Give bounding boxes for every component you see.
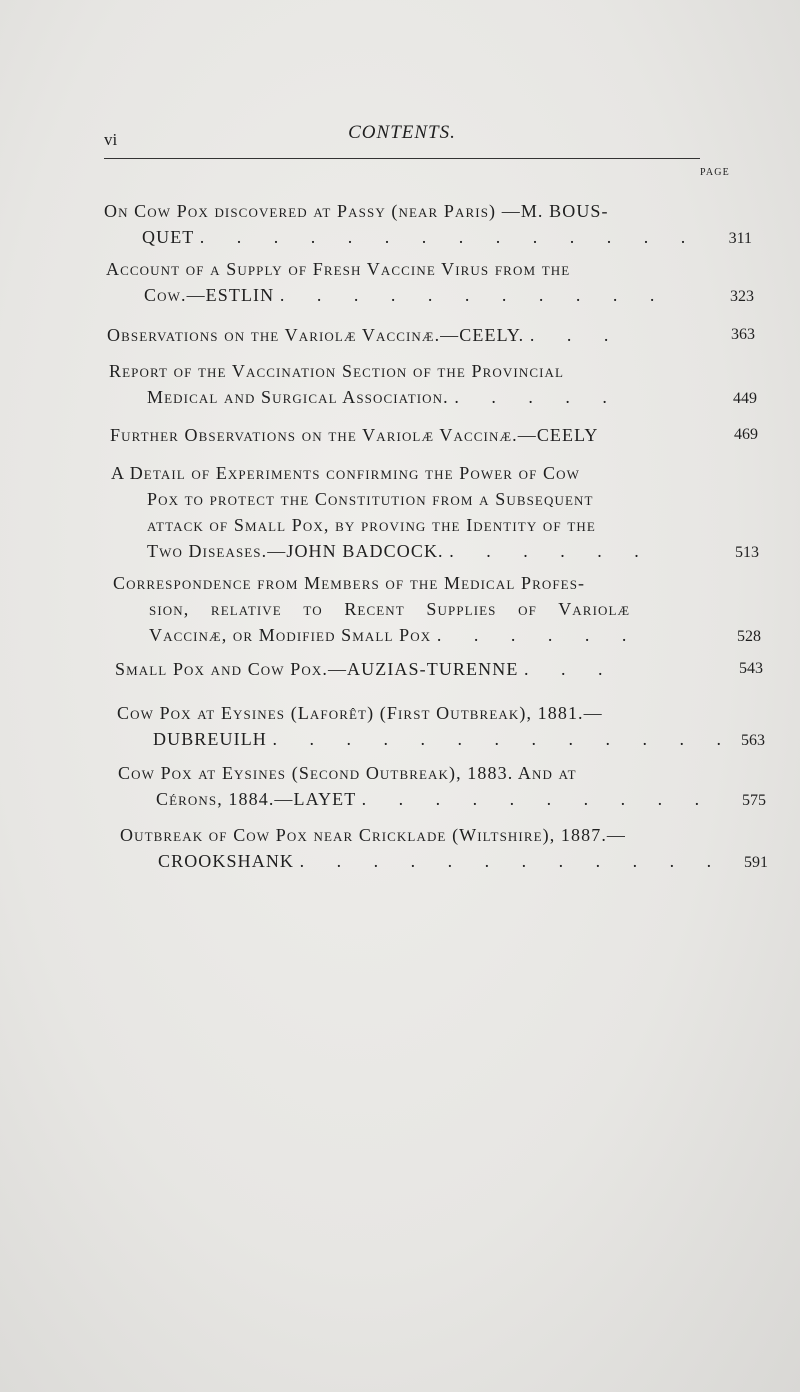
- entry-line: A Detail of Experiments confirming the Power of Cow: [111, 463, 581, 483]
- page-number: 323: [730, 288, 754, 305]
- toc-entry: On Cow Pox discovered at Passy (near Paris) —M. BOUS- QUET . . . . . . . . . . . . . . 311: [104, 198, 744, 250]
- entry-line: Vaccinæ, or Modified Small Pox: [149, 625, 432, 645]
- entry-line: Small Pox and Cow Pox.—AUZIAS-TURENNE: [115, 659, 519, 679]
- toc-entry: Outbreak of Cow Pox near Cricklade (Wiltshire), 1887.— CROOKSHANK . . . . . . . . . . . . 591: [120, 822, 760, 874]
- entry-line: Pox to protect the Constitution from a Subsequent: [147, 489, 594, 509]
- toc-entry: Cow Pox at Eysines (Laforêt) (First Outbreak), 1881.— DUBREUILH . . . . . . . . . . . . . 563: [117, 700, 757, 752]
- toc-entry: Observations on the Variolæ Vaccinæ.—CEELY. . . . 363: [107, 322, 747, 348]
- page-number: 563: [741, 732, 765, 749]
- entry-line: Correspondence from Members of the Medical Profes-: [113, 573, 586, 593]
- entry-line: QUET: [142, 227, 195, 247]
- page-number: 591: [744, 854, 768, 871]
- toc-entry: Account of a Supply of Fresh Vaccine Virus from the Cow.—ESTLIN . . . . . . . . . . . 323: [106, 256, 746, 308]
- entry-line: On Cow Pox discovered at Passy (near Paris) —M. BOUS-: [104, 201, 609, 221]
- toc-entry: Correspondence from Members of the Medical Profes- sion, relative to Recent Supplies of Variolæ Vaccinæ, or Modified Small Pox . . . . . . 528: [113, 570, 753, 648]
- entry-line: attack of Small Pox, by proving the Identity of the: [147, 515, 596, 535]
- page-number: 363: [731, 326, 755, 343]
- folio-number: vi: [104, 130, 118, 149]
- toc-entry: A Detail of Experiments confirming the Power of Cow Pox to protect the Constitution from a Subsequent attack of Small Pox, by proving the Identity of the Two Diseases.—JOHN BADCOCK. . . . . . . 513: [111, 460, 751, 564]
- entry-line: Observations on the Variolæ Vaccinæ.—CEELY.: [107, 325, 525, 345]
- toc-entry: Cow Pox at Eysines (Second Outbreak), 1883. And at Cérons, 1884.—LAYET . . . . . . . . . . 575: [118, 760, 758, 812]
- entry-line: CROOKSHANK: [158, 851, 295, 871]
- entry-line: Cow.—ESTLIN: [144, 285, 275, 305]
- page-number: 528: [737, 628, 761, 645]
- entry-line: Two Diseases.—JOHN BADCOCK.: [147, 541, 444, 561]
- entry-line: sion, relative to Recent Supplies of Variolæ: [149, 599, 631, 619]
- entry-line: Outbreak of Cow Pox near Cricklade (Wiltshire), 1887.—: [120, 825, 627, 845]
- entry-line: Cow Pox at Eysines (Laforêt) (First Outbreak), 1881.—: [117, 703, 603, 723]
- entry-line: Report of the Vaccination Section of the Provincial: [109, 361, 565, 381]
- running-title: CONTENTS.: [348, 122, 456, 143]
- page-number: 543: [739, 660, 763, 677]
- page-number: 513: [735, 544, 759, 561]
- header-rule: [104, 158, 700, 159]
- page-column-label: PAGE: [700, 167, 730, 178]
- toc-entry: [110, 422, 758, 448]
- toc-entry: Small Pox and Cow Pox.—AUZIAS-TURENNE . . . 543: [115, 656, 755, 682]
- entry-line: Further Observations on the Variolæ Vaccinæ.—CEELY: [110, 425, 599, 445]
- entry-line: Medical and Surgical Association.: [147, 387, 449, 407]
- toc-entry: Report of the Vaccination Section of the Provincial Medical and Surgical Association. . . . . . 449: [109, 358, 749, 410]
- entry-line: Cow Pox at Eysines (Second Outbreak), 1883. And at: [118, 763, 577, 783]
- page-number: 449: [733, 390, 757, 407]
- entry-line: Account of a Supply of Fresh Vaccine Virus from the: [106, 259, 571, 279]
- entry-line: Cérons, 1884.—LAYET: [156, 789, 357, 809]
- page-header: [104, 120, 700, 160]
- page-number: 311: [728, 230, 752, 247]
- page-number: 575: [742, 792, 766, 809]
- page-number: 469: [734, 426, 758, 443]
- entry-line: DUBREUILH: [153, 729, 267, 749]
